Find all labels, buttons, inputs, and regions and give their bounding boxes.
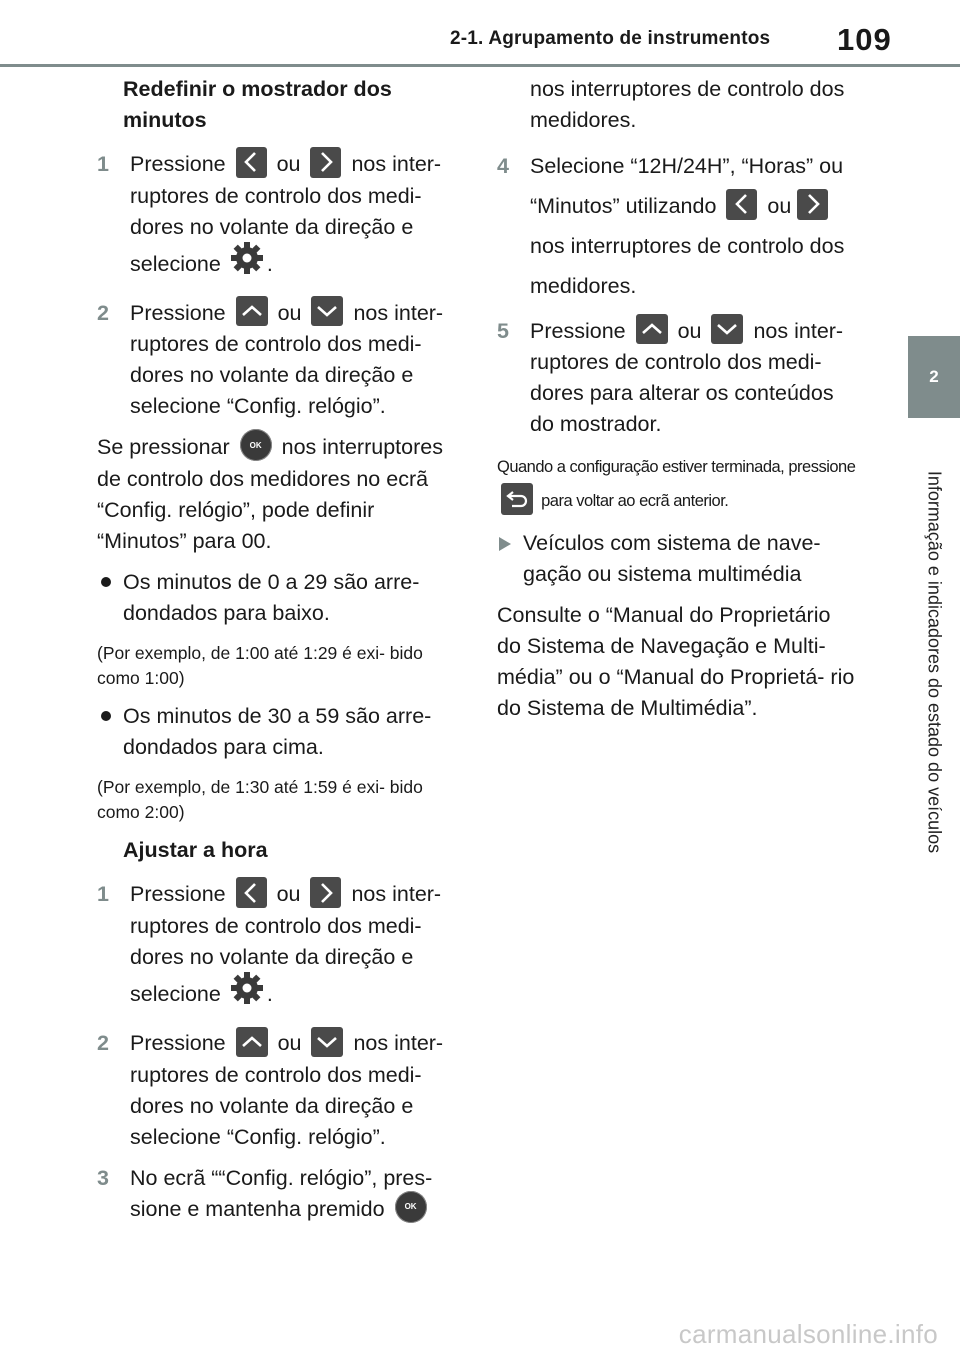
section-title: 2-1. Agrupamento de instrumentos [450, 28, 771, 49]
step-text: nos interruptores de controlo dos medidores. [530, 234, 845, 298]
back-arrow-icon [501, 483, 533, 515]
chevron-up-icon [236, 296, 268, 326]
completion-note [497, 450, 857, 518]
triangle-bullet-icon [499, 537, 511, 551]
step-1 [97, 879, 457, 1018]
step-1 [97, 149, 457, 288]
paragraph: Consulte o “Manual do Proprietário do Sistema de Navegação e Multi- média” ou o “Manual do Proprietá- rio do Sistema de Multimédia”. [497, 603, 855, 721]
example-note: (Por exemplo, de 1:30 até 1:59 é exi- bido como 2:00) [97, 777, 423, 822]
bullet-item [97, 567, 457, 629]
step-2 [97, 1028, 457, 1152]
step-number: 2 [97, 1031, 109, 1056]
heading-set-hour: Ajustar a hora [123, 838, 268, 863]
step-text: . [266, 982, 273, 1007]
paragraph [97, 432, 457, 557]
bullet-icon [101, 577, 111, 587]
step-text: ou [277, 1031, 302, 1056]
step-text: Pressione [130, 152, 226, 176]
step-text: ou [276, 882, 301, 907]
note-text: Quando a configuração estiver terminada, pressione [497, 458, 856, 477]
ok-button-icon: OK [395, 1191, 427, 1223]
page-number: 109 [837, 22, 892, 57]
chevron-left-icon [236, 877, 267, 908]
step-text: . [266, 252, 273, 276]
left-column [97, 74, 457, 1236]
bullet-text: Os minutos de 30 a 59 são arre- dondados para cima. [123, 704, 432, 760]
step-number: 3 [97, 1165, 109, 1190]
step-text: nos inter- ruptores de controlo dos medi- dores no volante da direção e selecione [130, 882, 442, 1007]
step-number: 2 [97, 300, 109, 325]
step-text: ou [276, 152, 301, 176]
chapter-number: 2 [929, 367, 939, 386]
chevron-down-icon [311, 1027, 343, 1057]
watermark: carmanualsonline.info [678, 1319, 938, 1349]
heading-reset-minutes: Redefinir o mostrador dos minutos [123, 77, 392, 132]
step-4 [497, 146, 857, 306]
header-divider [0, 64, 960, 67]
subheading-item [497, 528, 857, 590]
step-3-continued [497, 74, 857, 136]
chevron-right-icon [310, 877, 341, 908]
step-text: Pressione [130, 300, 226, 325]
step-2 [97, 298, 457, 422]
chevron-up-icon [236, 1027, 268, 1057]
step-number: 5 [497, 319, 509, 343]
gear-icon [229, 240, 265, 285]
step-text: Selecione “12H/24H”, “Horas” ou “Minutos” utilizando [530, 154, 844, 218]
note-text: para voltar ao ecrã anterior. [541, 492, 729, 511]
para-text: Se pressionar [97, 435, 230, 460]
chevron-down-icon [311, 296, 343, 326]
step-text: nos inter- ruptores de controlo dos medi- dores no volante da direção e selecione “Config. relógio”. [130, 1031, 444, 1149]
step-text: Pressione [130, 882, 226, 907]
chevron-down-icon [711, 314, 743, 344]
step-text: ou [277, 300, 302, 325]
chevron-left-icon [236, 147, 267, 178]
subheading-text: Veículos com sistema de nave- gação ou sistema multimédia [523, 531, 821, 587]
step-text: Pressione [530, 319, 626, 343]
para-text: nos interruptores de controlo dos medidores no ecrã “Config. relógio”, pode definir “Minutos” para 00. [97, 435, 443, 554]
step-5 [497, 316, 857, 440]
chevron-left-icon [726, 189, 757, 220]
bullet-text: Os minutos de 0 a 29 são arre- dondados para baixo. [123, 570, 420, 626]
chevron-right-icon [310, 147, 341, 178]
chevron-right-icon [797, 189, 828, 220]
chapter-side-title: Informação e indicadores do estado do veículos [924, 470, 945, 854]
chevron-up-icon [636, 314, 668, 344]
example-note: (Por exemplo, de 1:00 até 1:29 é exi- bido como 1:00) [97, 643, 423, 688]
step-number: 1 [97, 152, 109, 176]
step-3 [97, 1163, 457, 1226]
step-number: 1 [97, 882, 109, 907]
step-text: nos interruptores de controlo dos medidores. [530, 77, 845, 132]
step-text: ou [677, 319, 702, 343]
step-text: No ecrã ““Config. relógio”, pres- sione e mantenha premido [130, 1165, 433, 1221]
step-text: nos inter- ruptores de controlo dos medi- dores para alterar os conteúdos do mostrador. [530, 319, 844, 437]
ok-button-icon: OK [240, 429, 272, 461]
bullet-icon [101, 711, 111, 721]
step-number: 4 [497, 154, 509, 178]
gear-icon [229, 970, 265, 1015]
bullet-item [97, 701, 457, 763]
step-text: nos inter- ruptores de controlo dos medi- dores no volante da direção e selecione “Config. relógio”. [130, 300, 444, 419]
step-text: nos inter- ruptores de controlo dos medi- dores no volante da direção e selecione [130, 152, 442, 276]
right-column [497, 74, 857, 734]
step-text: ou [767, 194, 792, 218]
step-text: Pressione [130, 1031, 226, 1056]
